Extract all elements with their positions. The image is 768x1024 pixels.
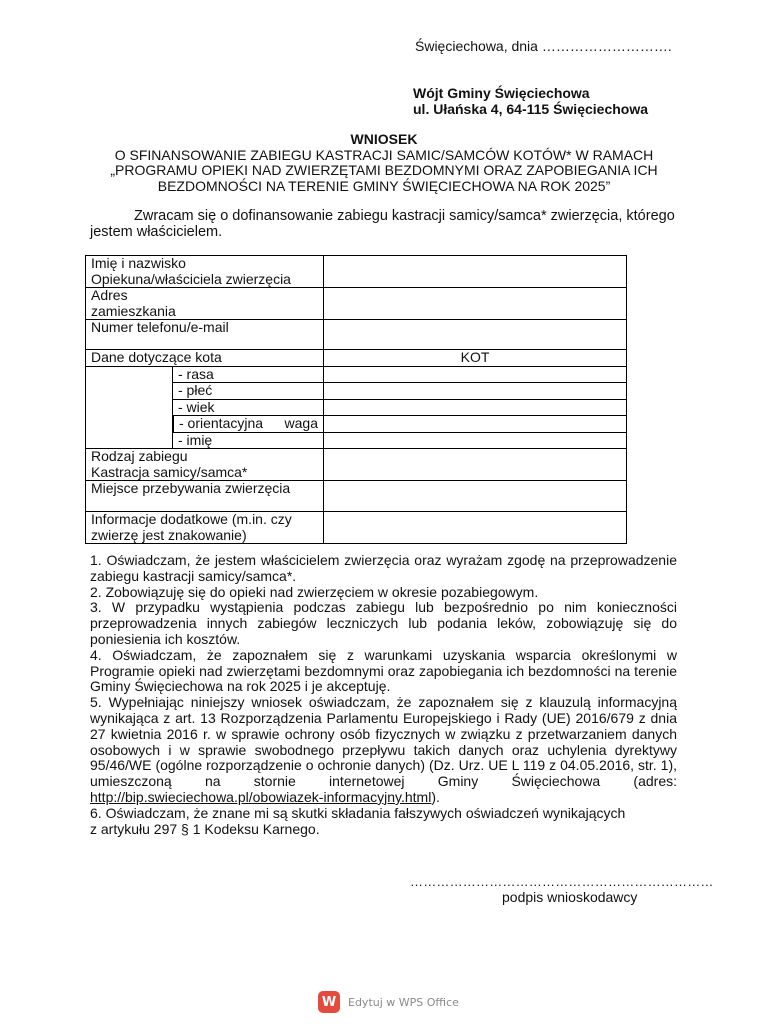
address-label-line1: Adres bbox=[91, 287, 128, 303]
title-line-2: „PROGRAMU OPIEKI NAD ZWIERZĘTAMI BEZDOMNYMI ORAZ ZAPOBIEGANIA ICH bbox=[110, 162, 658, 178]
table-row-phone bbox=[86, 320, 627, 350]
place-date: Święciechowa, dnia ………………………. bbox=[415, 38, 672, 54]
additional-info-label bbox=[86, 512, 324, 544]
sex-field[interactable] bbox=[324, 383, 627, 400]
owner-name-label-line1: Imię i nazwisko bbox=[91, 255, 186, 271]
procedure-label-line1: Rodzaj zabiegu bbox=[91, 448, 188, 464]
title-line-1: O SFINANSOWANIE ZABIEGU KASTRACJI SAMIC/SAMCÓW KOTÓW* W RAMACH bbox=[114, 146, 654, 163]
location-field[interactable] bbox=[324, 481, 627, 512]
owner-name-field[interactable] bbox=[324, 256, 627, 288]
owner-name-label bbox=[86, 256, 324, 288]
cat-name-field[interactable] bbox=[324, 432, 627, 449]
address-field[interactable] bbox=[324, 288, 627, 320]
statement-6-line1: 6. Oświadczam, że znane mi są skutki składania fałszywych oświadczeń wynikających bbox=[90, 804, 626, 821]
table-row-address bbox=[86, 288, 627, 320]
bip-information-link[interactable]: http://bip.swieciechowa.pl/obowiazek-informacyjny.html bbox=[90, 788, 432, 805]
statement-3: 3. W przypadku wystąpienia podczas zabiegu lub bezpośrednio po nim konieczności przeprowadzenia innych zabiegów leczniczych lub podania leków, zobowiązuję się do poniesienia ich kosztów. bbox=[90, 599, 677, 647]
table-row-procedure bbox=[86, 449, 627, 481]
table-row-breed bbox=[86, 366, 627, 383]
document-title bbox=[100, 132, 668, 194]
weight-label-part2: waga bbox=[284, 415, 318, 431]
recipient-name: Wójt Gminy Święciechowa bbox=[413, 85, 590, 101]
cat-column-header: KOT bbox=[324, 350, 627, 367]
signature-label: podpis wnioskodawcy bbox=[502, 889, 638, 905]
title-heading: WNIOSEK bbox=[350, 131, 418, 147]
phone-email-field[interactable] bbox=[324, 320, 627, 350]
address-label bbox=[86, 288, 324, 320]
weight-field[interactable] bbox=[324, 416, 627, 433]
table-row-owner bbox=[86, 256, 627, 288]
statement-6 bbox=[90, 806, 677, 838]
statement-6-line2: z artykułu 297 § 1 Kodeksu Karnego. bbox=[90, 820, 320, 837]
breed-field[interactable] bbox=[324, 366, 627, 383]
phone-label: Numer telefonu/e-mail bbox=[86, 320, 324, 350]
procedure-label-line2: Kastracja samicy/samca* bbox=[91, 463, 248, 480]
age-field[interactable] bbox=[324, 399, 627, 416]
breed-label: - rasa bbox=[173, 366, 324, 383]
cat-details-blank-cell bbox=[86, 366, 173, 449]
age-label: - wiek bbox=[173, 399, 324, 416]
procedure-label bbox=[86, 449, 324, 481]
statement-2: 2. Zobowiązuję się do opieki nad zwierzęciem w okresie pozabiegowym. bbox=[90, 583, 539, 600]
signature-line: …………………………………………………………… bbox=[410, 874, 714, 889]
table-row-cat-header bbox=[86, 350, 627, 367]
intro-paragraph: Zwracam się o dofinansowanie zabiegu kastracji samicy/samca* zwierzęcia, którego jestem właścicielem. bbox=[90, 208, 675, 240]
location-label: Miejsce przebywania zwierzęcia bbox=[86, 481, 324, 512]
additional-info-line2: zwierzę jest znakowanie) bbox=[91, 526, 247, 543]
statement-5-text: 5. Wypełniając niniejszy wniosek oświadczam, że zapoznałem się z klauzulą informacyjną wynikająca z art. 13 Rozporządzenia Parlamentu Europejskiego i Rady (UE) 2016/679 z dnia 27 kwietnia 2016 r. w sprawie ochrony osób fizycznych w związku z przetwarzaniem danych osobowych i w sprawie swobodnego przepływu takich danych oraz uchylenia dyrektywy 95/46/WE (ogólne rozporządzenie o ochronie danych) (Dz. Urz. UE L 119 z 04.05.2016, str. 1), umieszczoną na stornie internetowej Gminy Święciechowa (adres: bbox=[90, 694, 677, 790]
weight-label bbox=[173, 416, 323, 432]
name-label: - imię bbox=[173, 432, 324, 449]
statement-5-end: ). bbox=[431, 788, 440, 805]
wps-edit-banner[interactable] bbox=[318, 990, 459, 1014]
weight-label-part1: - orientacyjna bbox=[179, 415, 264, 431]
statement-4: 4. Oświadczam, że zapoznałem się z warunkami uzyskania wsparcia określonymi w Programie opieki nad zwierzętami bezdomnymi oraz zapobiegania ich bezdomności na terenie Gminy Święciechowa na rok 2025 i je akceptuję. bbox=[90, 646, 677, 695]
wps-office-logo-icon: W bbox=[318, 991, 340, 1013]
title-line-3: BEZDOMNOŚCI NA TERENIE GMINY ŚWIĘCIECHOWA NA ROK 2025” bbox=[157, 177, 611, 194]
statement-5 bbox=[90, 695, 677, 806]
application-form-table bbox=[85, 255, 627, 544]
table-row-location bbox=[86, 481, 627, 512]
owner-name-label-line2: Opiekuna/właściciela zwierzęcia bbox=[91, 270, 291, 287]
wps-edit-text: Edytuj w WPS Office bbox=[348, 995, 459, 1009]
additional-info-field[interactable] bbox=[324, 512, 627, 544]
recipient-street: ul. Ułańska 4, 64-115 Święciechowa bbox=[413, 101, 649, 117]
statements-section bbox=[90, 553, 677, 837]
sex-label: - płeć bbox=[173, 383, 324, 400]
cat-data-label: Dane dotyczące kota bbox=[86, 350, 324, 367]
table-row-additional bbox=[86, 512, 627, 544]
recipient-address bbox=[413, 85, 648, 117]
procedure-field[interactable] bbox=[324, 449, 627, 481]
additional-info-line1: Informacje dodatkowe (m.in. czy bbox=[91, 511, 292, 527]
address-label-line2: zamieszkania bbox=[91, 302, 176, 319]
statement-1: 1. Oświadczam, że jestem właścicielem zwierzęcia oraz wyrażam zgodę na przeprowadzenie zabiegu kastracji samicy/samca*. bbox=[90, 552, 677, 584]
